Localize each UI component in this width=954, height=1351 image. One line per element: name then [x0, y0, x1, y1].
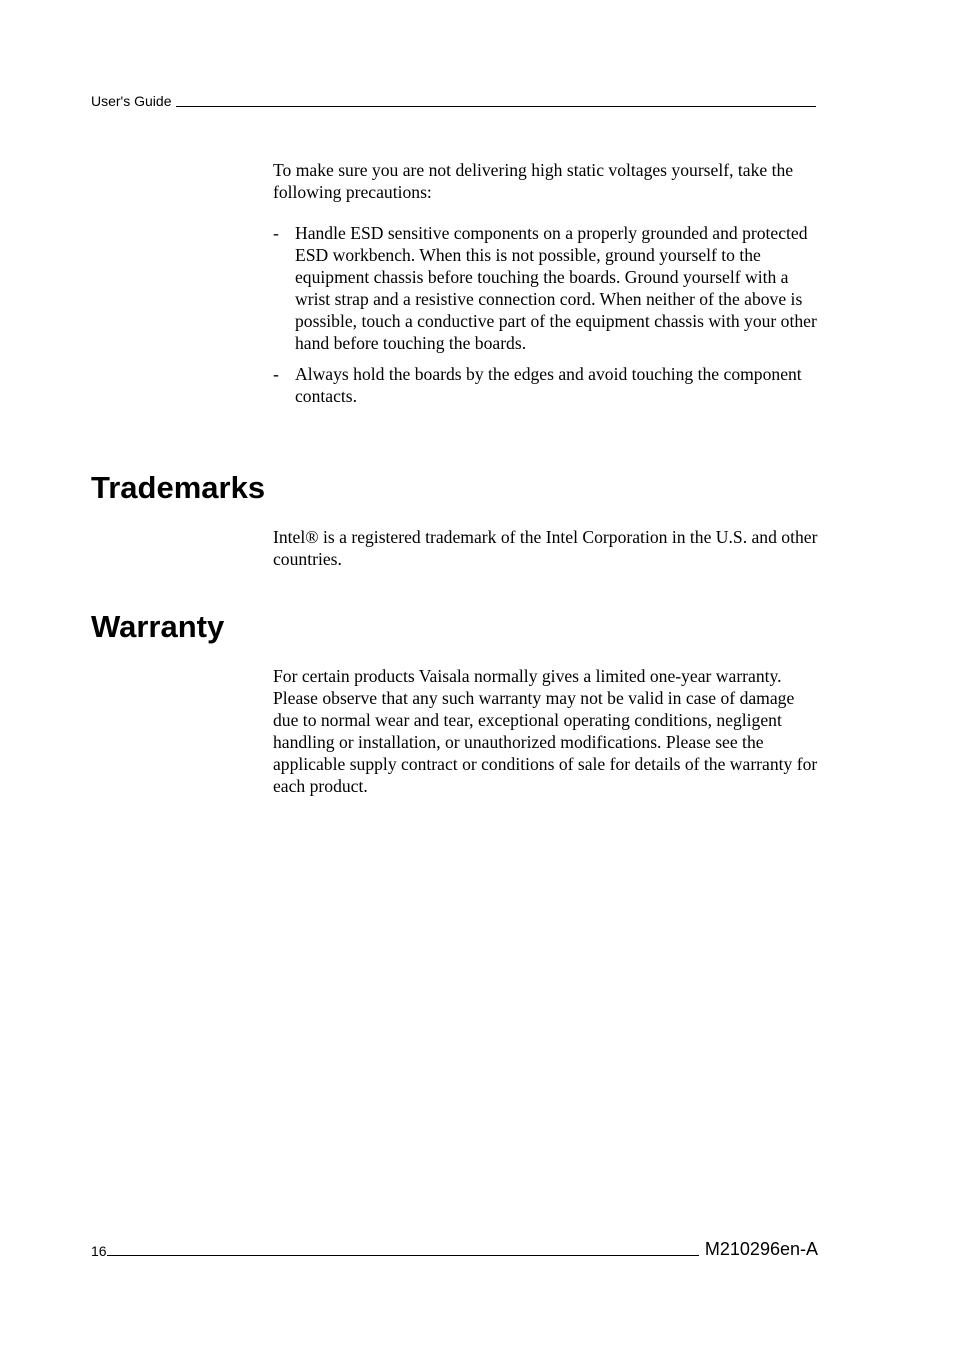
bullet-dash: -	[273, 223, 279, 243]
page-number: 16	[91, 1243, 107, 1259]
list-item-text: Always hold the boards by the edges and avoid touching the component contacts.	[295, 364, 802, 406]
esd-intro-paragraph: To make sure you are not delivering high static voltages yourself, take the following precautions:	[273, 160, 794, 202]
trademarks-heading: Trademarks	[91, 470, 266, 505]
warranty-heading: Warranty	[91, 609, 225, 644]
warranty-paragraph: For certain products Vaisala normally gives a limited one-year warranty. Please observe that any such warranty may not be valid in case of damage due to normal wear and tear, exceptional operating conditions, negligent handling or installation, or unauthorized modifications. Please see the applicable supply contract or conditions of sale for details of the warranty for each product.	[273, 666, 818, 796]
page-header	[91, 90, 816, 110]
list-item	[273, 363, 818, 407]
page-footer	[91, 1236, 818, 1260]
trademarks-paragraph: Intel® is a registered trademark of the Intel Corporation in the U.S. and other countries.	[273, 527, 818, 569]
header-rule	[176, 106, 816, 107]
precautions-list	[273, 222, 818, 416]
document-code: M210296en-A	[704, 1239, 818, 1259]
footer-rule	[107, 1255, 699, 1256]
list-item	[273, 222, 818, 354]
bullet-dash: -	[273, 364, 279, 384]
header-title: User's Guide	[91, 93, 172, 109]
list-item-text: Handle ESD sensitive components on a properly grounded and protected ESD workbench. When this is not possible, ground yourself to the equipment chassis before touching the boards. Ground yourself with a wrist strap and a resistive connection cord. When neither of the above is possible, touch a conductive part of the equipment chassis with your other hand before touching the boards.	[295, 223, 817, 353]
